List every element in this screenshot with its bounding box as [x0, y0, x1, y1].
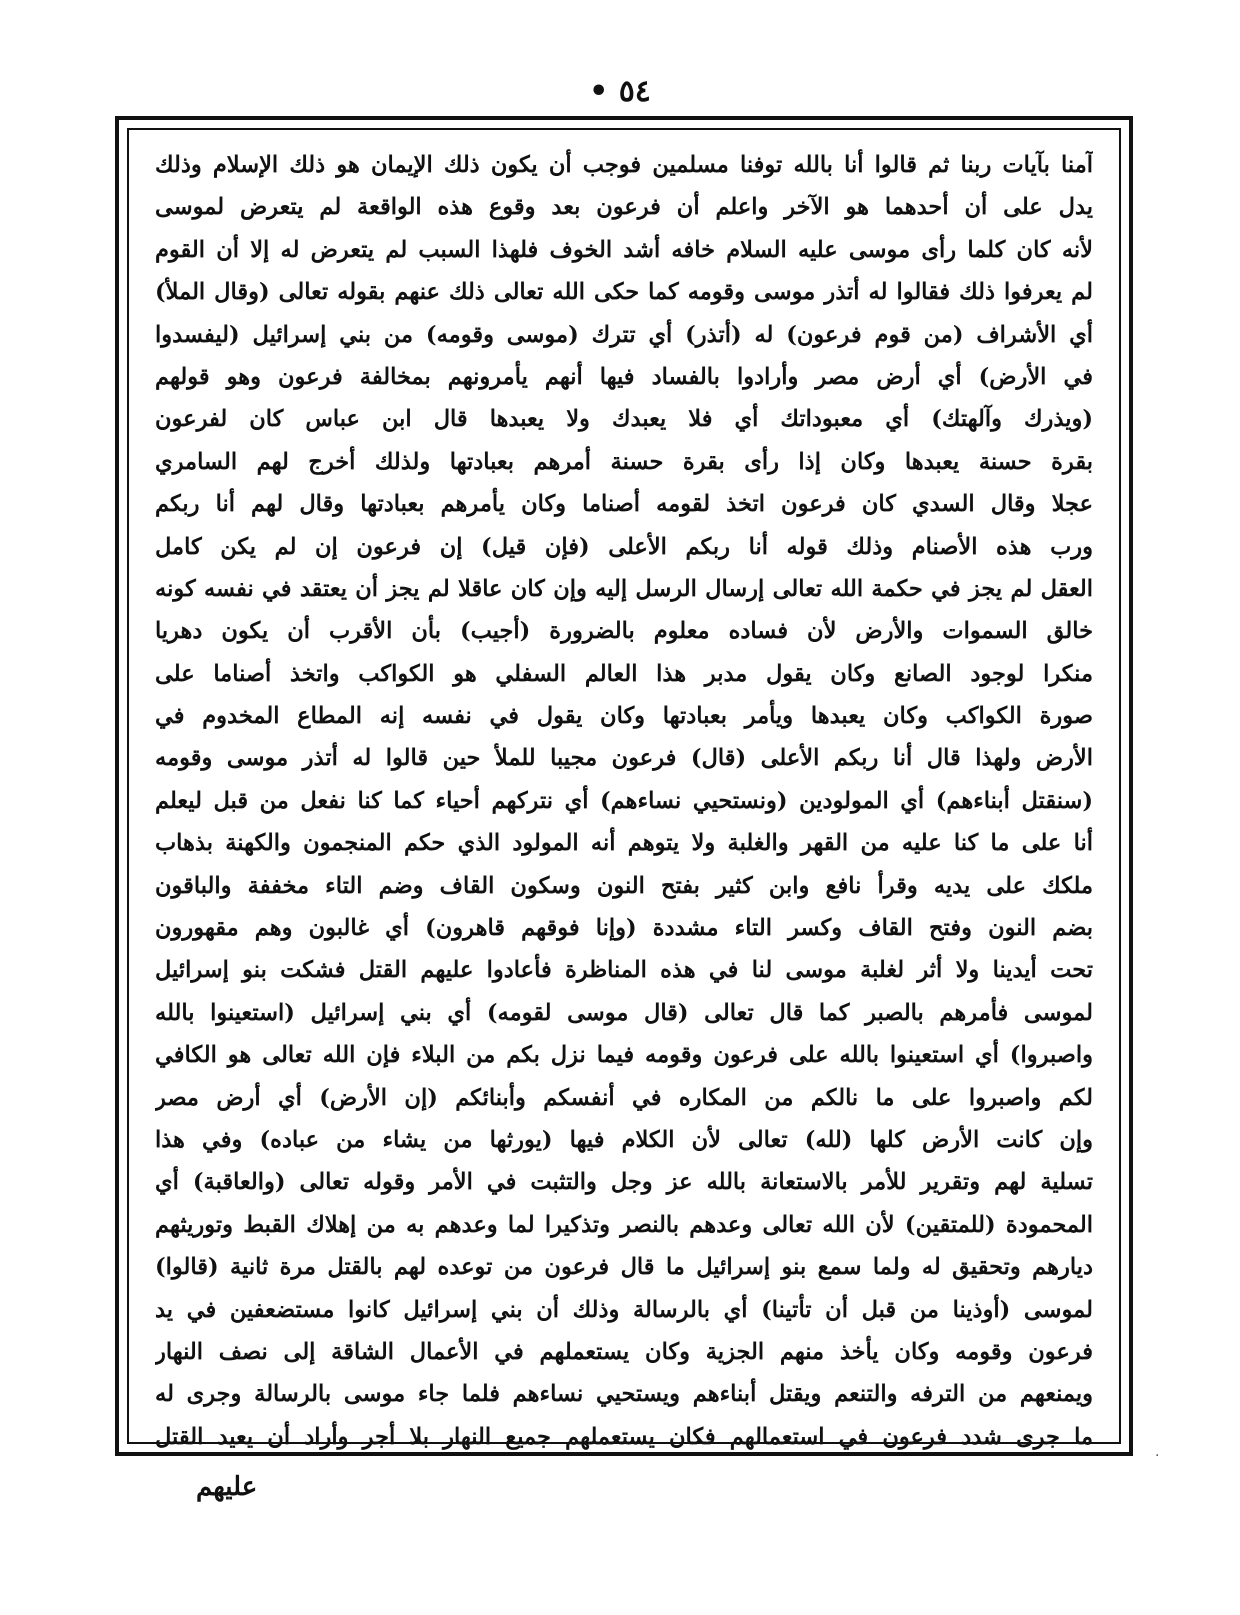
text-line: واصبروا) أي استعينوا بالله على فرعون وقومه فيما نزل بكم من البلاء فإن الله تعالى هو الكافي — [155, 1042, 1093, 1069]
text-line: لم يعرفوا ذلك فقالوا له أتذر موسى وقومه كما حكى الله تعالى ذلك عنهم بقوله تعالى (وقال الملأ) — [155, 279, 1093, 306]
text-line: صورة الكواكب وكان يعبدها ويأمر بعبادتها وكان يقول في نفسه إنه المطاع المخدوم في — [155, 703, 1093, 730]
text-line: العقل لم يجز في حكمة الله تعالى إرسال الرسل إليه وإن كان عاقلا لم يجز أن يعتقد في نفسه كونه — [155, 575, 1093, 602]
text-line: ما جرى شدد فرعون في استعمالهم فكان يستعملهم جميع النهار بلا أجر وأراد أن يعيد القتل — [155, 1423, 1093, 1450]
page-number: ٥٤ • — [589, 74, 651, 109]
text-line: تحت أيدينا ولا أثر لغلبة موسى لنا في هذه المناظرة فأعادوا عليهم القتل فشكت بنو إسرائيل — [155, 957, 1093, 984]
text-line: فرعون وقومه وكان يأخذ منهم الجزية وكان يستعملهم في الأعمال الشاقة إلى نصف النهار — [155, 1338, 1093, 1365]
text-line: أنا على ما كنا عليه من القهر والغلبة ولا يتوهم أنه المولود الذي حكم المنجمون والكهنة بذهاب — [155, 830, 1093, 857]
text-line: ديارهم وتحقيق له ولما سمع بنو إسرائيل ما قال فرعون من توعده لهم بالقتل مرة ثانية (قالوا) — [155, 1254, 1093, 1281]
text-line: يدل على أن أحدهما هو الآخر واعلم أن فرعون بعد وقوع هذه الواقعة لم يتعرض لموسى — [155, 194, 1093, 221]
body-text — [155, 144, 1093, 1450]
text-line: لموسى فأمرهم بالصبر كما قال تعالى (قال موسى لقومه) أي بني إسرائيل (استعينوا بالله — [155, 999, 1093, 1026]
text-line: (سنقتل أبناءهم) أي المولودين (ونستحيي نساءهم) أي نتركهم أحياء كما كنا نفعل من قبل ليعلم — [155, 787, 1093, 814]
page-frame — [115, 116, 1133, 1456]
catchword: عليهم — [196, 1472, 258, 1502]
margin-dot: · — [1155, 1448, 1160, 1464]
text-line: لموسى (أوذينا من قبل أن تأتينا) أي بالرسالة وذلك أن بني إسرائيل كانوا مستضعفين في يد — [155, 1296, 1093, 1323]
text-line: بقرة حسنة يعبدها وكان إذا رأى بقرة حسنة أمرهم بعبادتها ولذلك أخرج لهم السامري — [155, 448, 1093, 475]
text-line: ويمنعهم من الترفه والتنعم ويقتل أبناءهم ويستحيي نساءهم فلما جاء موسى بالرسالة وجرى له — [155, 1381, 1093, 1408]
text-line: المحمودة (للمتقين) لأن الله تعالى وعدهم بالنصر وتذكيرا لما وعدهم به من إهلاك القبط وتوريثهم — [155, 1211, 1093, 1238]
text-line: عجلا وقال السدي كان فرعون اتخذ لقومه أصناما وكان يأمرهم بعبادتها وقال لهم أنا ربكم — [155, 491, 1093, 518]
text-line: ورب هذه الأصنام وذلك قوله أنا ربكم الأعلى (فإن قيل) إن فرعون إن لم يكن كامل — [155, 533, 1093, 560]
text-line: لأنه كان كلما رأى موسى عليه السلام خافه أشد الخوف فلهذا السبب لم يتعرض له إلا أن القوم — [155, 236, 1093, 263]
text-line: أي الأشراف (من قوم فرعون) له (أتذر) أي تترك (موسى وقومه) من بني إسرائيل (ليفسدوا — [155, 321, 1093, 348]
text-line: بضم النون وفتح القاف وكسر التاء مشددة (وإنا فوقهم قاهرون) أي غالبون وهم مقهورون — [155, 915, 1093, 942]
text-line: (ويذرك وآلهتك) أي معبوداتك أي فلا يعبدك ولا يعبدها قال ابن عباس كان لفرعون — [155, 406, 1093, 433]
text-line: آمنا بآيات ربنا ثم قالوا أنا بالله توفنا مسلمين فوجب أن يكون ذلك الإيمان هو ذلك الإسلام وذلك — [155, 152, 1093, 178]
text-line: تسلية لهم وتقرير للأمر بالاستعانة بالله عز وجل والتثبت في الأمر وقوله تعالى (والعاقبة) أي — [155, 1169, 1093, 1196]
page-frame-inner — [127, 128, 1121, 1450]
text-line: منكرا لوجود الصانع وكان يقول مدبر هذا العالم السفلي هو الكواكب واتخذ أصناما على — [155, 660, 1093, 687]
text-line: لكم واصبروا على ما نالكم من المكاره في أنفسكم وأبنائكم (إن الأرض) أي أرض مصر — [155, 1084, 1093, 1111]
text-line: خالق السموات والأرض لأن فساده معلوم بالضرورة (أجيب) بأن الأقرب أن يكون دهريا — [155, 618, 1093, 645]
text-line: الأرض ولهذا قال أنا ربكم الأعلى (قال) فرعون مجيبا للملأ حين قالوا له أتذر موسى وقومه — [155, 745, 1093, 772]
text-line: في الأرض) أي أرض مصر وأرادوا بالفساد فيها أنهم يأمرونهم بمخالفة فرعون وهو قولهم — [155, 363, 1093, 390]
text-line: وإن كانت الأرض كلها (لله) تعالى لأن الكلام فيها (يورثها من يشاء من عباده) وفي هذا — [155, 1126, 1093, 1153]
text-line: ملكك على يديه وقرأ نافع وابن كثير بفتح النون وسكون القاف وضم التاء مخففة والباقون — [155, 872, 1093, 899]
